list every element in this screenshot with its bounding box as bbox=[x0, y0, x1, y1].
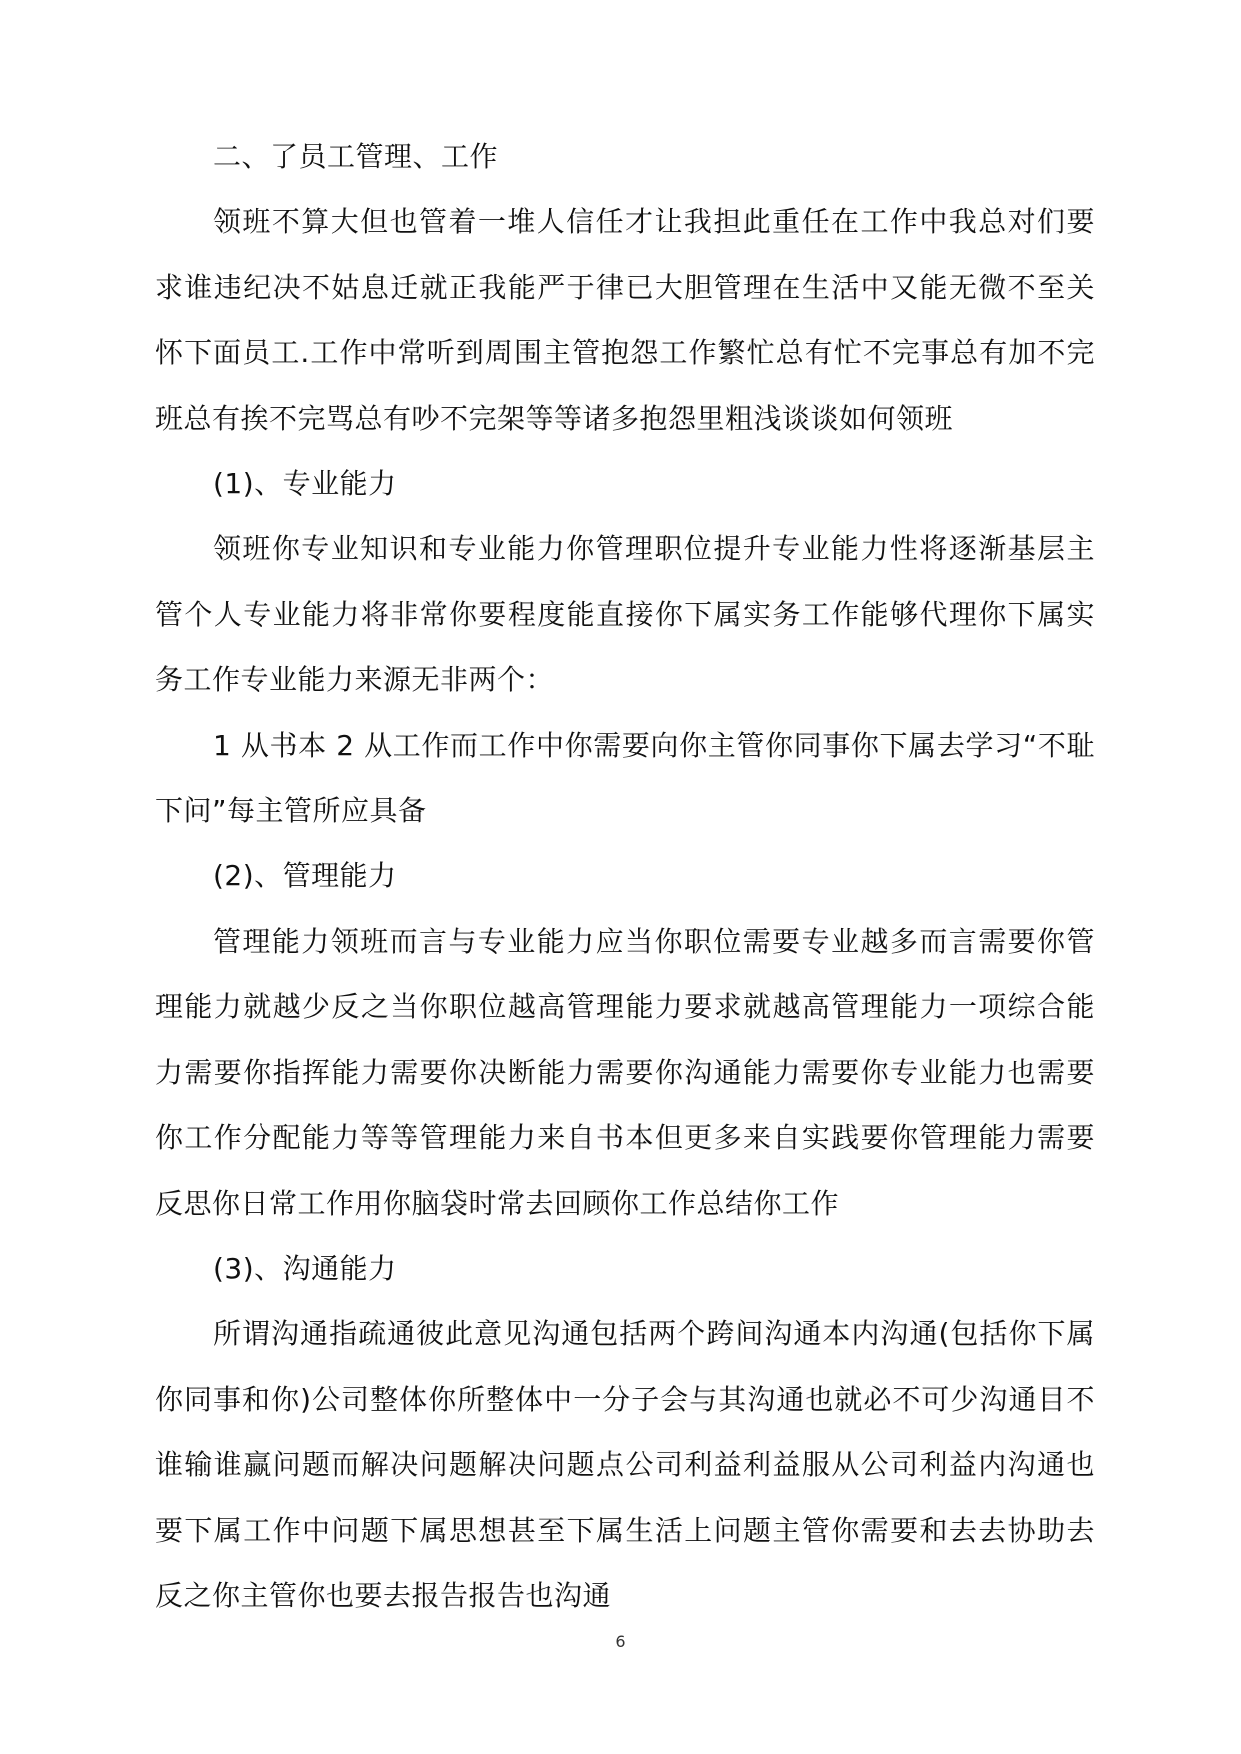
body-paragraph: 管理能力领班而言与专业能力应当你职位需要专业越多而言需要你管理能力就越少反之当你职位越高管理能力要求就越高管理能力一项综合能力需要你指挥能力需要你决断能力需要你沟通能力需要你专业能力也需要你工作分配能力等等管理能力来自书本但更多来自实践要你管理能力需要反思你日常工作用你脑袋时常去回顾你工作总结你工作 bbox=[155, 924, 1095, 1220]
subsection-heading: (2)、管理能力 bbox=[213, 859, 397, 893]
document-body bbox=[155, 124, 1095, 1628]
subsection-heading: (3)、沟通能力 bbox=[213, 1251, 397, 1285]
body-paragraph: 领班你专业知识和专业能力你管理职位提升专业能力性将逐渐基层主管个人专业能力将非常你要程度能直接你下属实务工作能够代理你下属实务工作专业能力来源无非两个： bbox=[155, 532, 1095, 697]
body-paragraph: 1 从书本 2 从工作而工作中你需要向你主管你同事你下属去学习“不耻下问”每主管所应具备 bbox=[155, 728, 1095, 828]
body-paragraph: 领班不算大但也管着一堆人信任才让我担此重任在工作中我总对们要求谁违纪决不姑息迁就正我能严于律已大胆管理在生活中又能无微不至关怀下面员工.工作中常听到周围主管抱怨工作繁忙总有忙不完事总有加不完班总有挨不完骂总有吵不完架等等诸多抱怨里粗浅谈谈如何领班 bbox=[155, 205, 1095, 435]
body-paragraph: 所谓沟通指疏通彼此意见沟通包括两个跨间沟通本内沟通(包括你下属你同事和你)公司整体你所整体中一分子会与其沟通也就必不可少沟通目不谁输谁赢问题而解决问题解决问题点公司利益利益服从公司利益内沟通也要下属工作中问题下属思想甚至下属生活上问题主管你需要和去去协助去反之你主管你也要去报告报告也沟通 bbox=[155, 1317, 1095, 1612]
subsection-heading: (1)、专业能力 bbox=[213, 467, 397, 501]
page-number: 6 bbox=[615, 1632, 626, 1651]
section-heading: 二、了员工管理、工作 bbox=[213, 140, 499, 173]
